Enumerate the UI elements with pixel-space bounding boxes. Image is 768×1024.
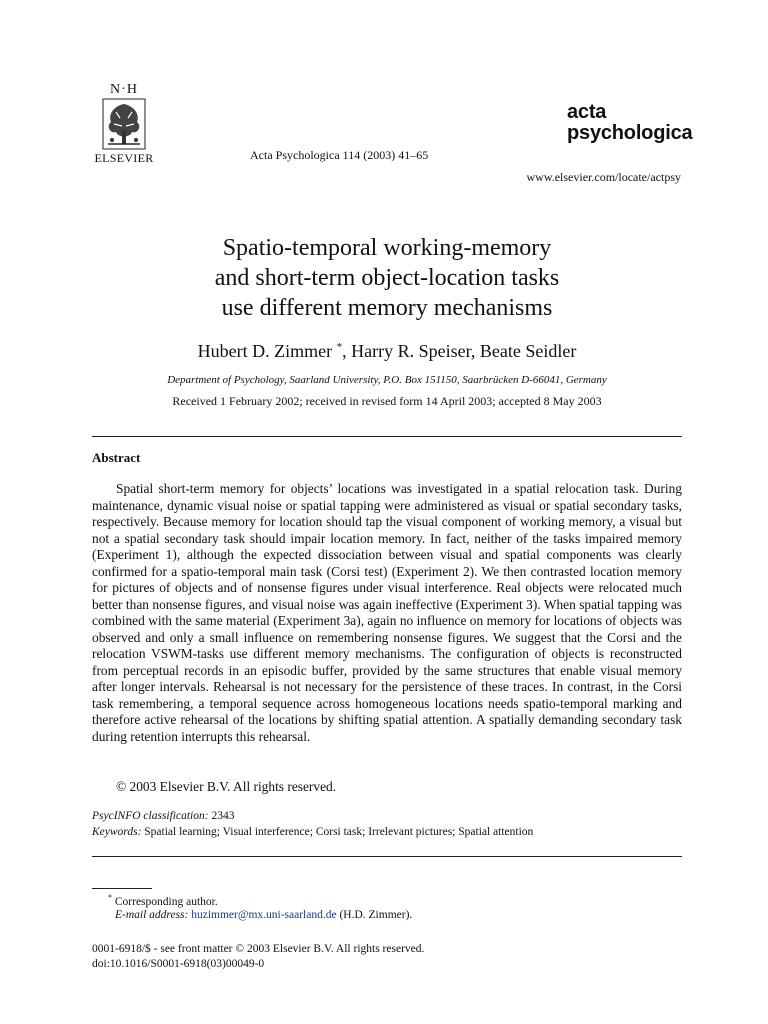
title-line: Spatio-temporal working-memory: [222, 235, 552, 261]
divider-top: [92, 436, 682, 437]
authors: [92, 341, 682, 362]
email-label: E-mail address:: [115, 909, 189, 921]
front-matter: 0001-6918/$ - see front matter © 2003 Elsevier B.V. All rights reserved.: [92, 943, 425, 955]
footnote-divider: [92, 888, 152, 889]
divider-bottom: [92, 856, 682, 857]
publisher-logo: [92, 82, 156, 166]
email-link[interactable]: huzimmer@mx.uni-saarland.de: [191, 909, 337, 921]
keywords: [92, 826, 533, 838]
abstract-heading: Abstract: [92, 450, 141, 465]
footnote-email: [115, 909, 412, 921]
author-others: , Harry R. Speiser, Beate Seidler: [342, 341, 577, 361]
footnote-mark: *: [108, 893, 112, 902]
footnote-corresponding: [108, 893, 218, 908]
journal-name-line2: psychologica: [567, 122, 693, 144]
email-suffix: (H.D. Zimmer).: [336, 909, 413, 921]
journal-url[interactable]: www.elsevier.com/locate/actpsy: [526, 170, 681, 184]
elsevier-tree-icon: [102, 98, 146, 150]
author-primary: Hubert D. Zimmer: [197, 341, 333, 361]
article-title: [92, 233, 682, 323]
journal-logo: [567, 102, 692, 144]
affiliation: Department of Psychology, Saarland University, P.O. Box 151150, Saarbrücken D-66041, Germany: [167, 374, 607, 386]
classification-value: 2343: [208, 810, 235, 822]
title-line: use different memory mechanisms: [221, 295, 553, 321]
abstract-body: Spatial short-term memory for objects’ locations was investigated in a spatial relocation task. During maintenance, dynamic visual noise or spatial tapping were administered as visual or spatial secondary tasks, respectively. Because memory for location should tap the visual component of working memory, a visual but not a spatial secondary task should impair location memory. In fact, neither of the tasks impaired memory (Experiment 1), although the expected dissociation between visual and spatial components was clearly confirmed for a spatio-temporal main task (Corsi test) (Experiment 2). We then contrasted location memory for pictures of objects and of nonsense figures under visual interference. Real objects were relocated much better than nonsense figures, and visual noise was again ineffective (Experiment 3). When spatial tapping was combined with the same material (Experiment 3a), again no influence on memory for locations of objects was observed and only a small influence on remembering nonsense figures. We suggest that the Corsi and the relocation VSWM-tasks use different memory mechanisms. The configuration of objects is reconstructed from perceptual records in an episodic buffer, provided by the same structures that enable visual memory after longer intervals. Rehearsal is not necessary for the persistence of these traces. In contrast, in the Corsi task remembering, a temporal sequence across homogeneous locations needs spatio-temporal marking and therefore active rehearsal of the locations by shifting spatial attention. A spatially demanding secondary task during retention interrupts this rehearsal.: [92, 481, 682, 744]
corresponding-author-mark[interactable]: *: [336, 341, 343, 353]
classification-label: PsycINFO classification:: [92, 810, 209, 822]
doi[interactable]: doi:10.1016/S0001-6918(03)00049-0: [92, 958, 265, 970]
abstract-copyright: © 2003 Elsevier B.V. All rights reserved.: [116, 779, 337, 794]
footnote-text: Corresponding author.: [114, 895, 218, 908]
journal-citation: Acta Psychologica 114 (2003) 41–65: [250, 148, 429, 162]
journal-name-line1: acta: [567, 101, 607, 123]
publisher-mark: N·H: [110, 82, 138, 97]
received-dates: Received 1 February 2002; received in revised form 14 April 2003; accepted 8 May 2003: [172, 394, 602, 408]
title-line: and short-term object-location tasks: [214, 265, 560, 291]
keywords-value: Spatial learning; Visual interference; Corsi task; Irrelevant pictures; Spatial attention: [141, 826, 534, 838]
keywords-label: Keywords:: [92, 826, 142, 838]
publisher-name: ELSEVIER: [94, 151, 154, 165]
classification: [92, 810, 234, 822]
